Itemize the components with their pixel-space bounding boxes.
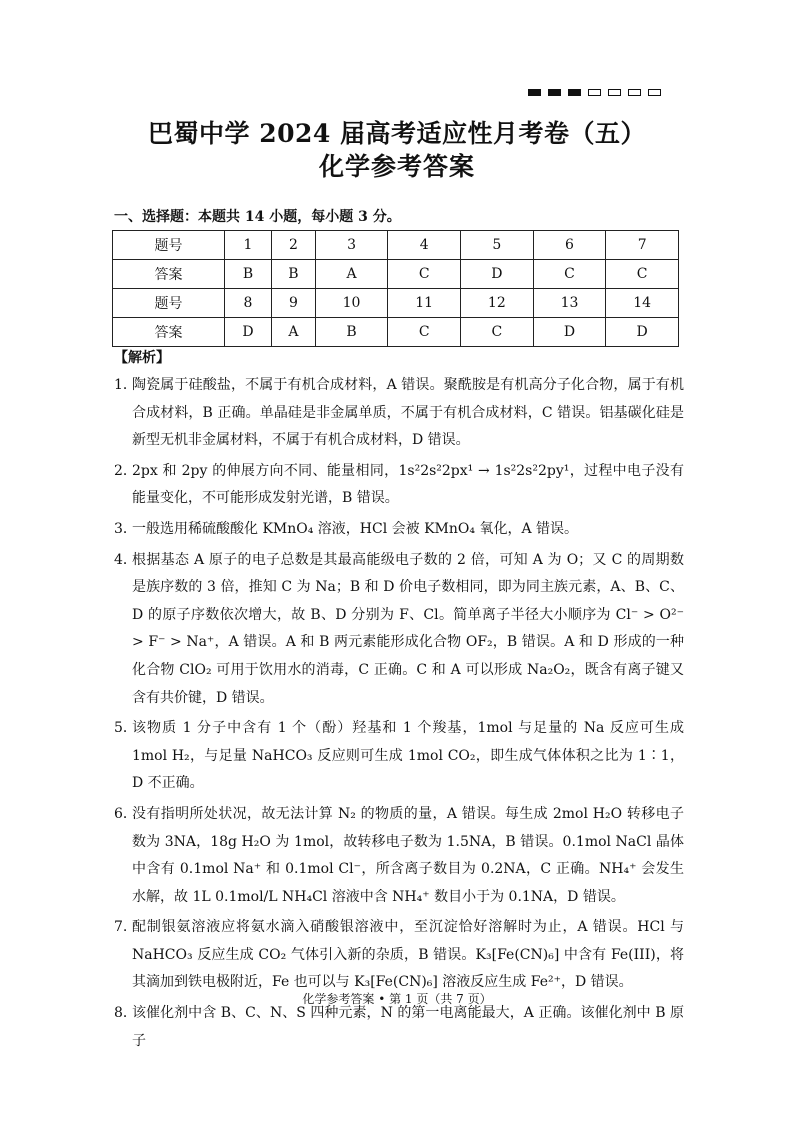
answer-cell: D: [461, 260, 534, 289]
analysis-item: [114, 458, 684, 513]
answer-cell: C: [533, 260, 606, 289]
row-header-cell: 答案: [113, 318, 225, 347]
item-text: 该物质 1 分子中含有 1 个（酚）羟基和 1 个羧基，1mol 与足量的 Na 反应可生成 1mol H₂，与足量 NaHCO₃ 反应则可生成 1mol CO₂，即生成气体体积之比为 1∶1，D 不正确。: [132, 720, 684, 792]
answer-cell: D: [606, 318, 679, 347]
table-row: [113, 231, 679, 260]
item-text: 2px 和 2py 的伸展方向不同、能量相同，1s²2s²2px¹ → 1s²2s²2py¹，过程中电子没有能量变化，不可能形成发射光谱，B 错误。: [132, 462, 684, 507]
answer-cell: 9: [272, 289, 316, 318]
row-header-cell: 题号: [113, 289, 225, 318]
marker-square: [648, 89, 661, 96]
item-text: 该催化剂中含 B、C、N、S 四种元素，N 的第一电离能最大，A 正确。该催化剂中 B 原子: [132, 1005, 684, 1049]
item-number: 2．: [114, 462, 137, 479]
answer-cell: C: [388, 318, 461, 347]
item-number: 5．: [114, 720, 137, 737]
analysis-item: [114, 801, 684, 911]
item-number: 7.: [114, 919, 128, 936]
analysis-item: [114, 547, 684, 713]
doc-subtitle: 化学参考答案: [318, 152, 475, 181]
page-footer: 化学参考答案 • 第 1 页（共 7 页）: [302, 992, 492, 1006]
analysis-item: [114, 715, 684, 798]
analysis-item: [114, 516, 684, 544]
marker-square: [568, 89, 581, 96]
item-text: 陶瓷属于硅酸盐，不属于有机合成材料，A 错误。聚酰胺是有机高分子化合物，属于有机合成材料，B 正确。单晶硅是非金属单质，不属于有机合成材料，C 错误。铝基碳化硅是新型无机非金属材料，不属于有机合成材料，D 错误。: [132, 377, 684, 449]
answer-cell: D: [224, 318, 271, 347]
answer-cell: C: [388, 260, 461, 289]
page-marker-squares: [528, 89, 661, 96]
section-heading: 一、选择题：本题共 14 小题，每小题 3 分。: [114, 209, 401, 225]
answer-cell: C: [606, 260, 679, 289]
answer-cell: 13: [533, 289, 606, 318]
row-header-cell: 答案: [113, 260, 225, 289]
answer-cell: 7: [606, 231, 679, 260]
answer-cell: 6: [533, 231, 606, 260]
answer-cell: B: [315, 318, 388, 347]
answer-cell: 4: [388, 231, 461, 260]
item-text: 没有指明所处状况，故无法计算 N₂ 的物质的量，A 错误。每生成 2mol H₂O 转移电子数为 3NA，18g H₂O 为 1mol，故转移电子数为 1.5NA，B 错误。0.1mol NaCl 晶体中含有 0.1mol Na⁺ 和 0.1mol Cl⁻，所含离子数目为 0.2NA，C 正确。NH₄⁺ 会发生水解，故 1L 0.1mol/L NH₄Cl 溶液中含 NH₄⁺ 数目小于为 0.1NA，D 错误。: [132, 805, 684, 905]
answer-cell: 10: [315, 289, 388, 318]
analysis-item: [114, 914, 684, 997]
marker-square: [608, 89, 621, 96]
answer-cell: 1: [224, 231, 271, 260]
analysis-item: [114, 1000, 684, 1055]
answer-cell: C: [461, 318, 534, 347]
answer-cell: 12: [461, 289, 534, 318]
item-number: 4．: [114, 551, 137, 568]
table-row: [113, 318, 679, 347]
answer-cell: A: [315, 260, 388, 289]
analysis-item: [114, 372, 684, 455]
answer-table: [112, 230, 679, 347]
marker-square: [628, 89, 641, 96]
table-row: [113, 289, 679, 318]
marker-square: [588, 89, 601, 96]
analysis-heading: 【解析】: [114, 350, 170, 366]
doc-title: 巴蜀中学 2024 届高考适应性月考卷（五）: [148, 119, 646, 148]
marker-square: [548, 89, 561, 96]
analysis-body: [114, 372, 684, 1058]
answer-cell: 5: [461, 231, 534, 260]
answer-cell: 8: [224, 289, 271, 318]
answer-cell: B: [272, 260, 316, 289]
answer-cell: 3: [315, 231, 388, 260]
row-header-cell: 题号: [113, 231, 225, 260]
answer-cell: 14: [606, 289, 679, 318]
item-number: 6．: [114, 805, 137, 822]
answer-cell: 11: [388, 289, 461, 318]
answer-cell: A: [272, 318, 316, 347]
item-text: 根据基态 A 原子的电子总数是其最高能级电子数的 2 倍，可知 A 为 O；又 C 的周期数是族序数的 3 倍，推知 C 为 Na；B 和 D 价电子数相同，即为同主族元素，A、B、C、D 的原子序数依次增大，故 B、D 分别为 F、Cl。简单离子半径大小顺序为 Cl⁻ > O²⁻ > F⁻ > Na⁺，A 错误。A 和 B 两元素能形成化合物 OF₂，B 错误。A 和 D 形成的一种化合物 ClO₂ 可用于饮用水的消毒，C 正确。C 和 A 可以形成 Na₂O₂，既含有离子键又含有共价键，D 错误。: [132, 551, 684, 706]
answer-cell: D: [533, 318, 606, 347]
answer-cell: 2: [272, 231, 316, 260]
item-text: 一般选用稀硫酸酸化 KMnO₄ 溶液，HCl 会被 KMnO₄ 氧化，A 错误。: [132, 520, 579, 537]
item-number: 3．: [114, 520, 137, 537]
table-row: [113, 260, 679, 289]
answer-cell: B: [224, 260, 271, 289]
item-number: 1．: [114, 377, 137, 393]
marker-square: [528, 89, 541, 96]
item-text: 配制银氨溶液应将氨水滴入硝酸银溶液中，至沉淀恰好溶解时为止，A 错误。HCl 与 NaHCO₃ 反应生成 CO₂ 气体引入新的杂质，B 错误。K₃[Fe(CN)₆] 中含有 Fe(III)，将其滴加到铁电极附近，Fe 也可以与 K₃[Fe(CN)₆] 溶液反应生成 Fe²⁺，D 错误。: [132, 919, 684, 991]
item-number: 8．: [114, 1005, 137, 1022]
